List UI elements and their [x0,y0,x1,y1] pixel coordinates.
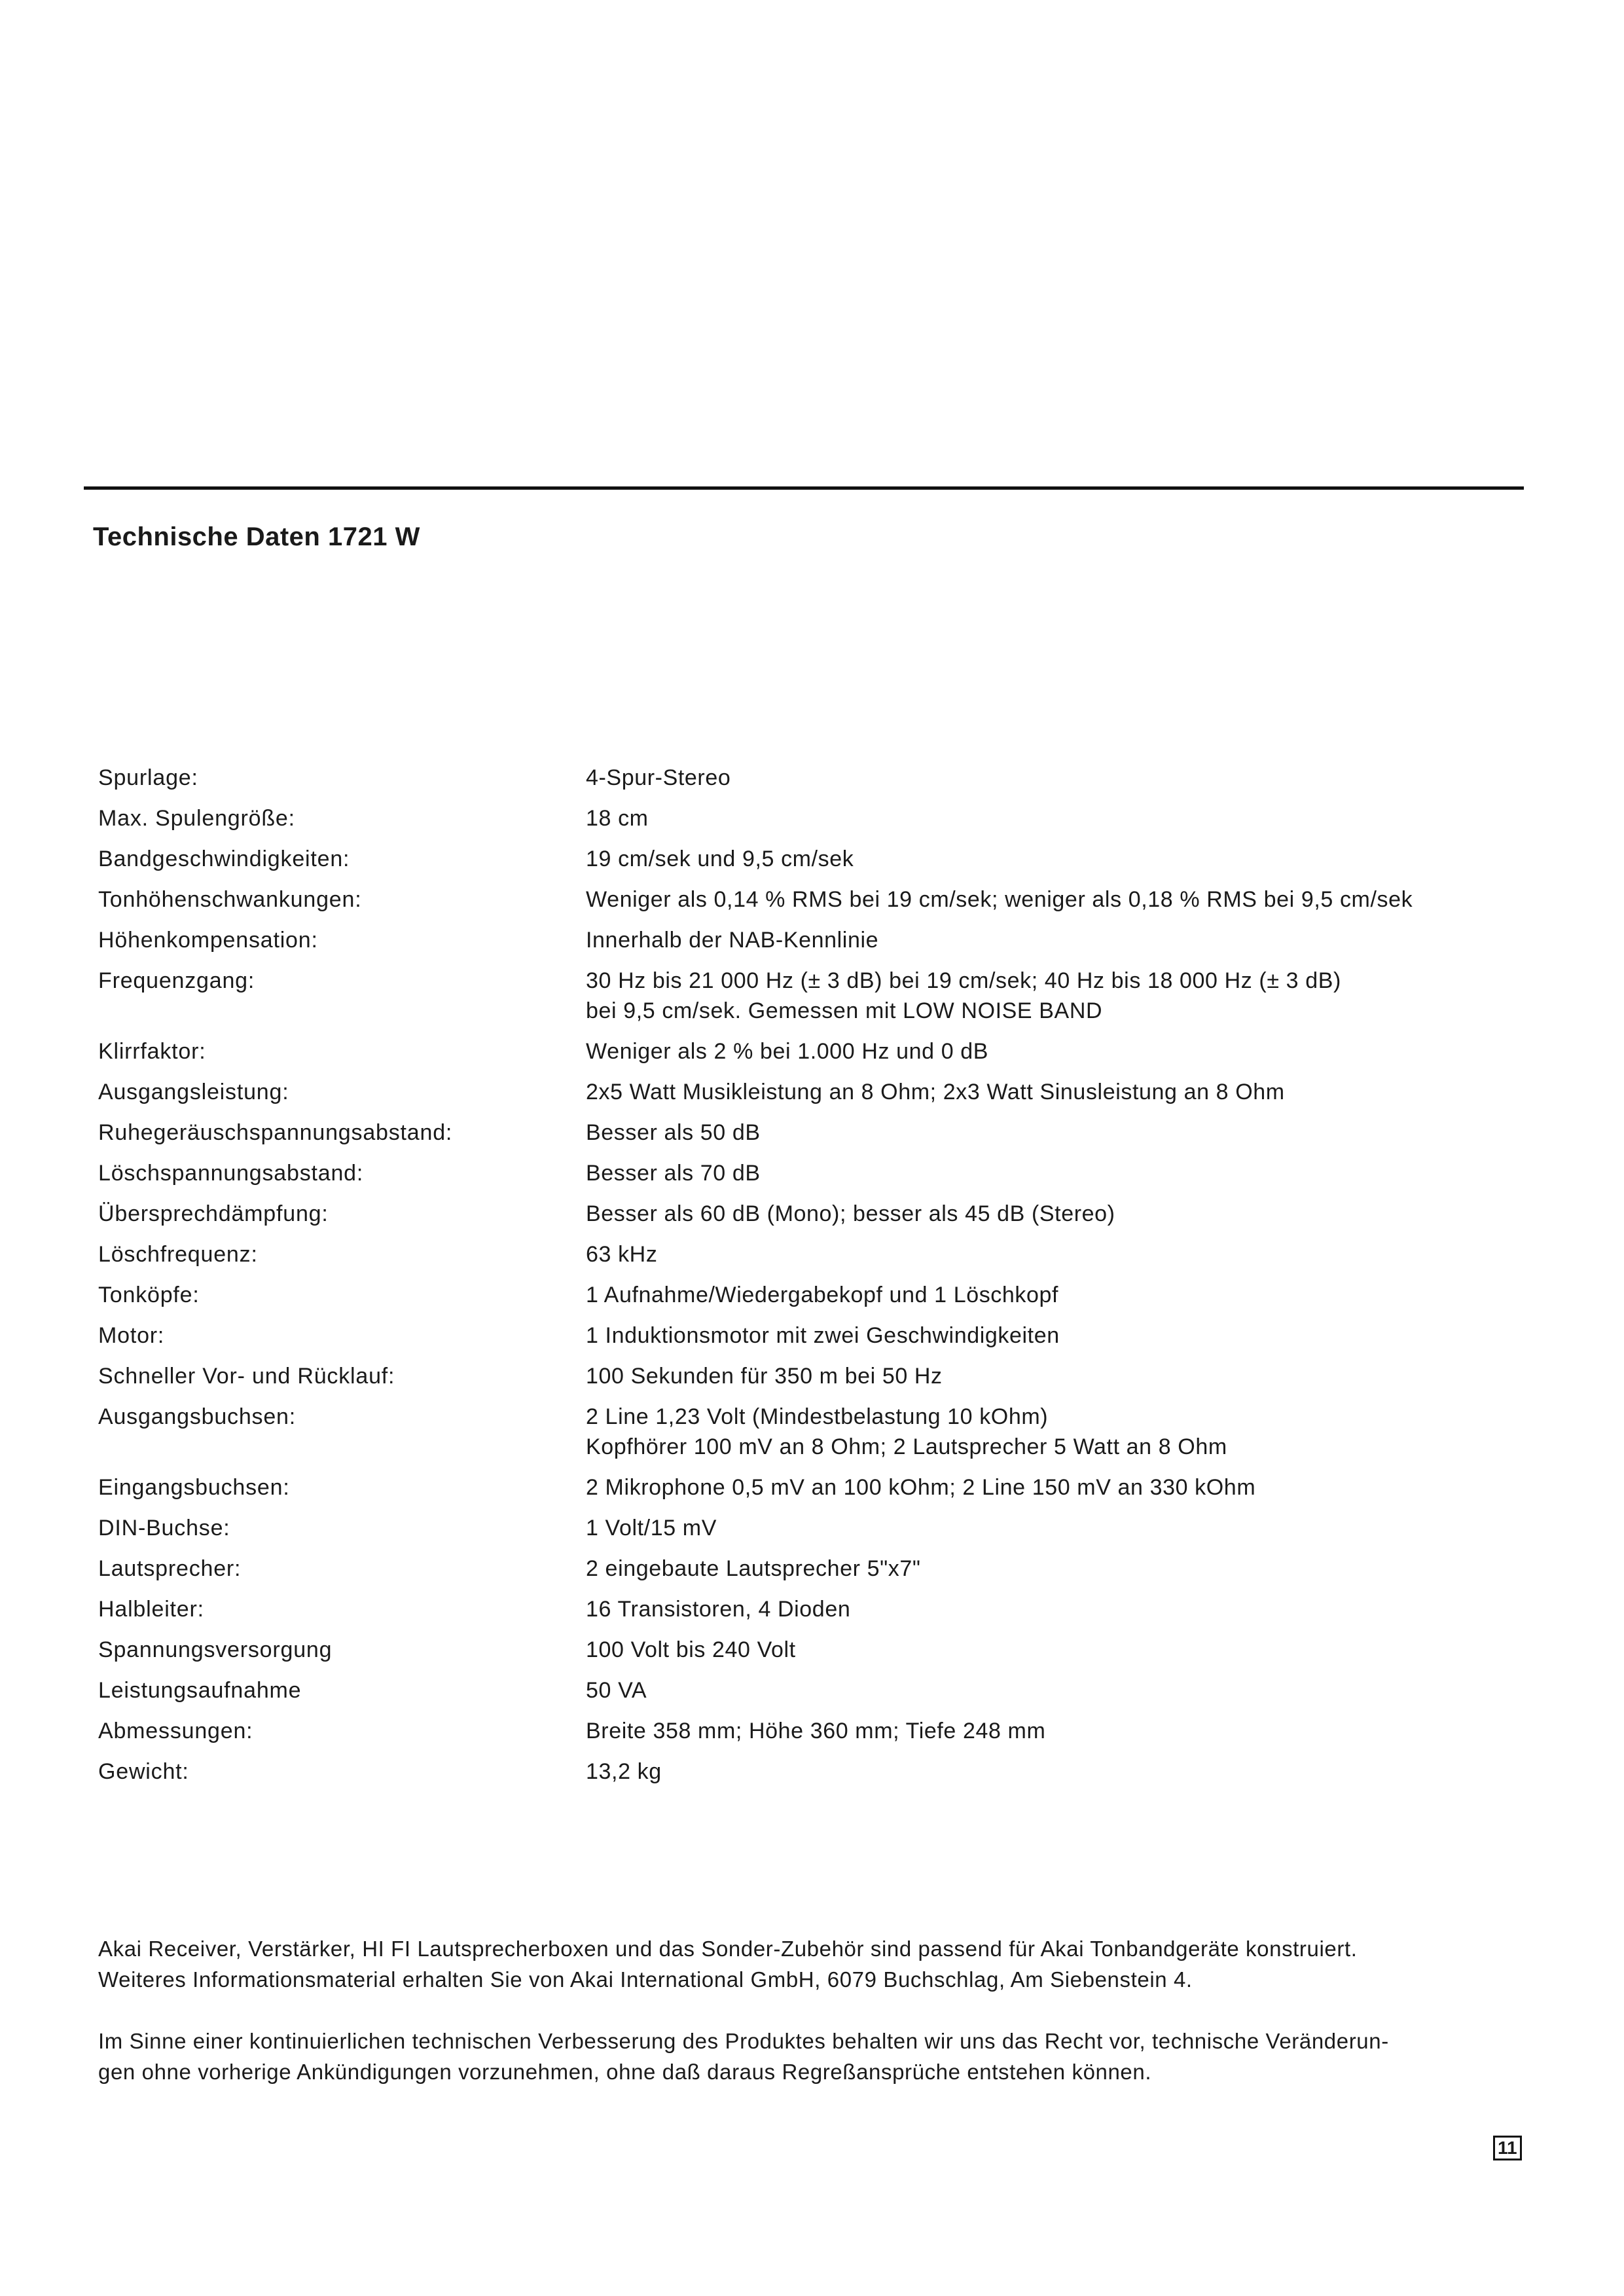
note-line: Im Sinne einer kontinuierlichen technischen Verbesserung des Produktes behalten wir uns das Recht vor, technische Veränderun- [98,2029,1389,2053]
spec-row [98,1635,1506,1665]
spec-label: Ausgangsleistung: [98,1080,289,1104]
spec-value [586,1757,1506,1787]
spec-row [98,1321,1506,1351]
spec-label: Tonhöhenschwankungen: [98,887,362,912]
spec-label: Abmessungen: [98,1719,253,1743]
spec-value-line: 50 VA [586,1678,647,1703]
spec-label: Höhenkompensation: [98,928,318,953]
spec-value-line: Weniger als 0,14 % RMS bei 19 cm/sek; weniger als 0,18 % RMS bei 9,5 cm/sek [586,887,1413,912]
spec-value [586,1239,1506,1269]
spec-row [98,1402,1506,1462]
spec-label: Leistungsaufnahme [98,1678,302,1703]
spec-row [98,803,1506,833]
spec-value [586,1321,1506,1351]
spec-value [586,1158,1506,1188]
spec-value [586,1635,1506,1665]
spec-label: DIN-Buchse: [98,1516,230,1540]
spec-row [98,1675,1506,1705]
spec-row [98,1280,1506,1310]
spec-value [586,1716,1506,1746]
spec-label: Übersprechdämpfung: [98,1201,329,1226]
spec-value [586,1675,1506,1705]
page-title: Technische Daten 1721 W [93,522,420,551]
note-paragraph [98,1933,1506,1995]
spec-value-line: 2 Line 1,23 Volt (Mindestbelastung 10 kOhm) [586,1404,1049,1429]
spec-value-line: 100 Sekunden für 350 m bei 50 Hz [586,1364,943,1389]
spec-value-line: 2 eingebaute Lautsprecher 5"x7" [586,1556,921,1581]
spec-value [586,763,1506,793]
spec-value [586,884,1506,915]
spec-value [586,1554,1506,1584]
spec-table [98,763,1506,1797]
spec-label: Ausgangsbuchsen: [98,1404,297,1429]
spec-label: Löschspannungsabstand: [98,1161,364,1186]
spec-value-line: 18 cm [586,806,649,831]
spec-value-line: 1 Volt/15 mV [586,1516,717,1540]
spec-label: Lautsprecher: [98,1556,242,1581]
spec-value [586,1513,1506,1543]
spec-label: Max. Spulengröße: [98,806,295,831]
spec-value-line: 30 Hz bis 21 000 Hz (± 3 dB) bei 19 cm/sek; 40 Hz bis 18 000 Hz (± 3 dB) [586,968,1341,993]
spec-value-line: Besser als 50 dB [586,1120,761,1145]
note-line: gen ohne vorherige Ankündigungen vorzunehmen, ohne daß daraus Regreßansprüche entstehen können. [98,2060,1152,2084]
spec-value-line: Weniger als 2 % bei 1.000 Hz und 0 dB [586,1039,989,1064]
spec-row [98,1757,1506,1787]
spec-value [586,1280,1506,1310]
spec-row [98,844,1506,874]
spec-row [98,1554,1506,1584]
note-line: Weiteres Informationsmaterial erhalten Sie von Akai International GmbH, 6079 Buchschlag, Am Siebenstein 4. [98,1967,1193,1992]
spec-row [98,1239,1506,1269]
spec-value-line: 63 kHz [586,1242,658,1267]
spec-value-line: 13,2 kg [586,1759,662,1784]
spec-label: Klirrfaktor: [98,1039,206,1064]
spec-value [586,1077,1506,1107]
spec-row [98,1361,1506,1391]
spec-row [98,966,1506,1026]
spec-value-line: 2x5 Watt Musikleistung an 8 Ohm; 2x3 Watt Sinusleistung an 8 Ohm [586,1080,1285,1104]
spec-value-line: bei 9,5 cm/sek. Gemessen mit LOW NOISE BAND [586,998,1103,1023]
spec-label: Löschfrequenz: [98,1242,258,1267]
spec-row [98,925,1506,955]
spec-label: Spurlage: [98,765,198,790]
note-line: Akai Receiver, Verstärker, HI FI Lautsprecherboxen und das Sonder-Zubehör sind passend für Akai Tonbandgeräte konstruiert. [98,1937,1358,1961]
spec-label: Gewicht: [98,1759,189,1784]
spec-value-line: Besser als 60 dB (Mono); besser als 45 dB (Stereo) [586,1201,1115,1226]
spec-label: Bandgeschwindigkeiten: [98,847,350,871]
spec-label: Halbleiter: [98,1597,204,1622]
spec-value-line: Innerhalb der NAB-Kennlinie [586,928,879,953]
spec-row [98,1036,1506,1066]
spec-row [98,1716,1506,1746]
spec-row [98,1199,1506,1229]
spec-value [586,1036,1506,1066]
spec-value-line: 2 Mikrophone 0,5 mV an 100 kOhm; 2 Line 150 mV an 330 kOhm [586,1475,1256,1500]
spec-value-line: 1 Induktionsmotor mit zwei Geschwindigkeiten [586,1323,1060,1348]
spec-row [98,1472,1506,1503]
spec-value-line: Breite 358 mm; Höhe 360 mm; Tiefe 248 mm [586,1719,1046,1743]
spec-label: Eingangsbuchsen: [98,1475,290,1500]
spec-label: Frequenzgang: [98,968,255,993]
spec-value-line: Kopfhörer 100 mV an 8 Ohm; 2 Lautsprecher 5 Watt an 8 Ohm [586,1434,1227,1459]
spec-value-line: 100 Volt bis 240 Volt [586,1637,796,1662]
spec-value-line: 19 cm/sek und 9,5 cm/sek [586,847,854,871]
spec-value-line: Besser als 70 dB [586,1161,761,1186]
spec-row [98,884,1506,915]
spec-row [98,1077,1506,1107]
notes-section [98,1933,1506,2118]
spec-value [586,925,1506,955]
page-number: 11 [1493,2136,1522,2160]
spec-value [586,966,1506,1026]
spec-value-line: 4-Spur-Stereo [586,765,731,790]
spec-label: Tonköpfe: [98,1283,200,1307]
spec-label: Motor: [98,1323,165,1348]
spec-row [98,1158,1506,1188]
spec-row [98,1594,1506,1624]
spec-row [98,1118,1506,1148]
spec-value [586,844,1506,874]
spec-value [586,1199,1506,1229]
spec-value [586,1118,1506,1148]
spec-value [586,1472,1506,1503]
spec-value [586,803,1506,833]
spec-label: Spannungsversorgung [98,1637,333,1662]
spec-value [586,1594,1506,1624]
header-rule [84,486,1524,490]
spec-value-line: 16 Transistoren, 4 Dioden [586,1597,851,1622]
spec-row [98,763,1506,793]
spec-value [586,1402,1506,1462]
spec-label: Schneller Vor- und Rücklauf: [98,1364,395,1389]
spec-value [586,1361,1506,1391]
spec-label: Ruhegeräuschspannungsabstand: [98,1120,453,1145]
note-paragraph [98,2026,1506,2087]
spec-value-line: 1 Aufnahme/Wiedergabekopf und 1 Löschkopf [586,1283,1059,1307]
spec-row [98,1513,1506,1543]
